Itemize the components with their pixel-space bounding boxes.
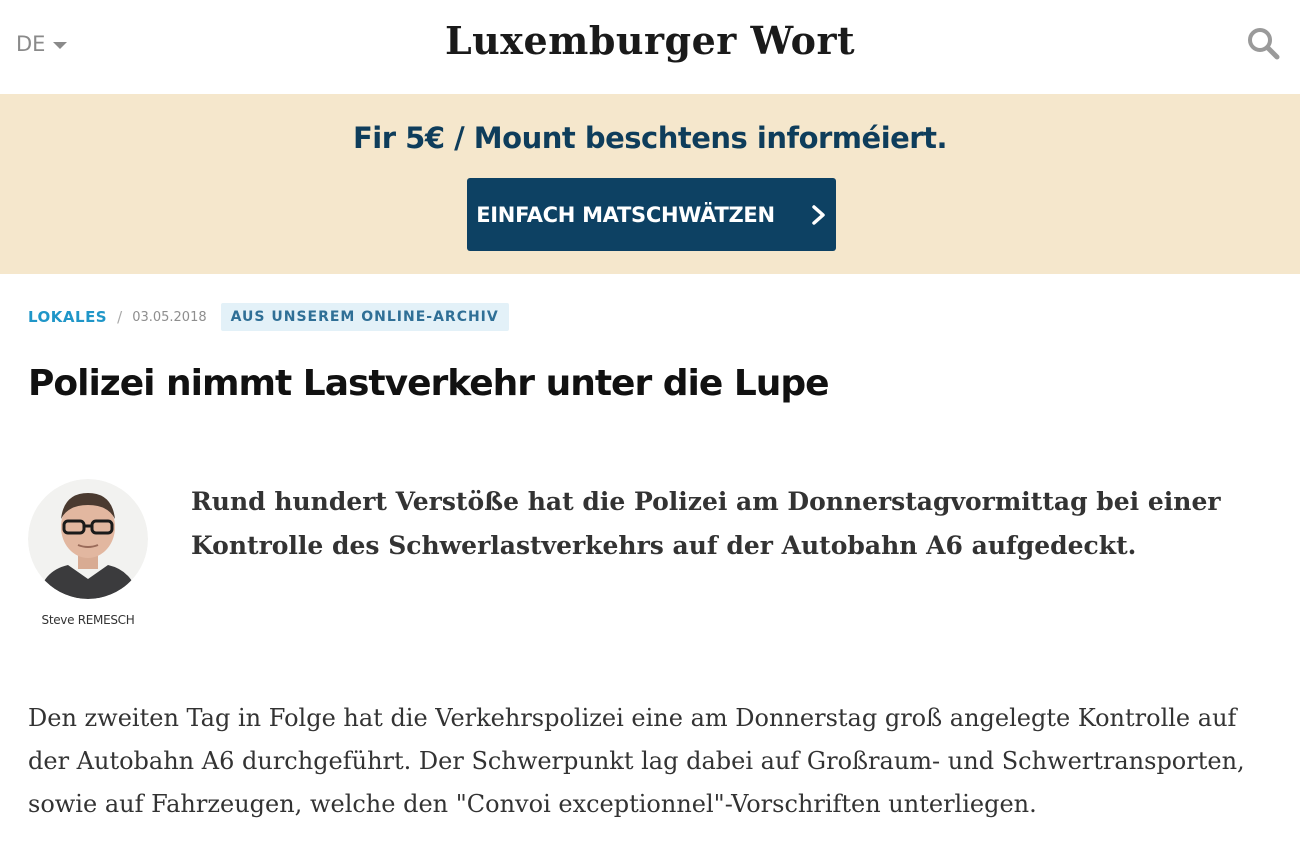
avatar[interactable] <box>28 479 148 599</box>
meta-separator: / <box>117 308 123 326</box>
article-meta <box>28 303 509 331</box>
publish-date: 03.05.2018 <box>132 309 207 325</box>
article-headline: Polizei nimmt Lastverkehr unter die Lupe <box>28 363 829 404</box>
category-link[interactable]: LOKALES <box>28 308 108 326</box>
archive-badge: AUS UNSEREM ONLINE-ARCHIV <box>221 303 509 331</box>
author-block <box>28 479 148 627</box>
article-body: Den zweiten Tag in Folge hat die Verkehrspolizei eine am Donnerstag groß angelegte Kontrolle auf der Autobahn A6 durchgeführt. Der Schwerpunkt lag dabei auf Großraum- und Schwertransporten, sowie auf Fahrzeugen, welche den "Convoi exceptionnel"-Vorschriften unterliegen. <box>28 704 1245 818</box>
subscription-banner <box>0 94 1300 274</box>
site-logo[interactable]: Luxemburger Wort <box>444 18 856 63</box>
site-header <box>0 0 1300 94</box>
article-lead: Rund hundert Verstöße hat die Polizei am Donnerstagvormittag bei einer Kontrolle des Schwerlastverkehrs auf der Autobahn A6 aufgedeckt. <box>191 487 1221 560</box>
author-name[interactable]: Steve REMESCH <box>41 613 135 627</box>
chevron-right-icon <box>811 205 827 225</box>
subscribe-button-label: EINFACH MATSCHWÄTZEN <box>476 202 775 227</box>
search-icon[interactable] <box>1246 26 1280 60</box>
banner-title: Fir 5€ / Mount beschtens informéiert. <box>353 121 947 155</box>
language-label: DE <box>16 32 46 56</box>
subscribe-button[interactable] <box>467 178 836 251</box>
